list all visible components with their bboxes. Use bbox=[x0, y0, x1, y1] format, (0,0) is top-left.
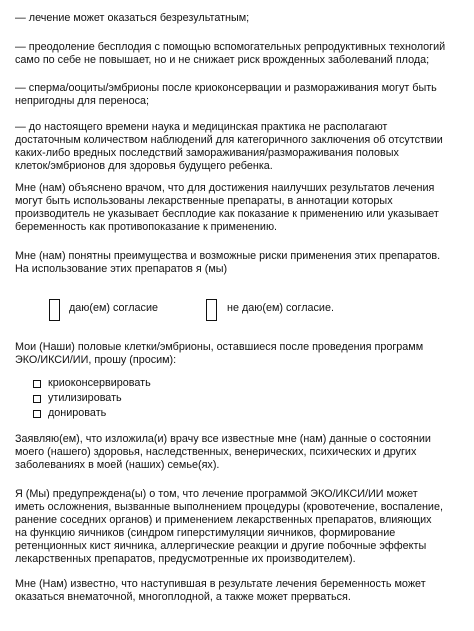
option-donate[interactable] bbox=[33, 407, 106, 420]
paragraph-science-observations bbox=[15, 121, 463, 173]
option-dispose[interactable] bbox=[33, 392, 122, 405]
text-line: оказаться внематочной, многоплодной, а также может прерваться. bbox=[15, 591, 351, 603]
text-line: на функцию яичников (синдром гиперстимуляции яичников, формирование bbox=[15, 527, 396, 539]
text-line: Мне (Нам) известно, что наступившая в результате лечения беременность может bbox=[15, 578, 426, 590]
text-line: Мне (нам) понятны преимущества и возможные риски применения этих препаратов. bbox=[15, 250, 441, 262]
text-line: Заявляю(ем), что изложила(и) врачу все известные мне (нам) данные о состоянии bbox=[15, 433, 431, 445]
paragraph-art-risk bbox=[15, 41, 463, 67]
donate-checkbox[interactable] bbox=[33, 410, 41, 418]
dispose-checkbox[interactable] bbox=[33, 395, 41, 403]
text-line: клеток/эмбрионов для здоровья будущего ребенка. bbox=[15, 160, 273, 172]
text-line: — сперма/ооциты/эмбрионы после криоконсервации и размораживания могут быть bbox=[15, 82, 437, 94]
option-cryopreserve[interactable] bbox=[33, 377, 151, 390]
option-label: донировать bbox=[48, 407, 107, 419]
cryopreserve-checkbox[interactable] bbox=[33, 380, 41, 388]
text-line: Я (Мы) предупреждена(ы) о том, что лечение программой ЭКО/ИКСИ/ИИ может bbox=[15, 488, 418, 500]
text-line: непригодны для переноса; bbox=[15, 95, 150, 107]
text-line: могут быть использованы лекарственные препараты, в аннотации которых bbox=[15, 195, 393, 207]
text-line: само по себе не повышает, но и не снижает риск врожденных заболеваний плода; bbox=[15, 54, 430, 66]
disagree-label: не даю(ем) согласие. bbox=[227, 302, 334, 314]
text-line: — до настоящего времени наука и медицинская практика не располагают bbox=[15, 121, 388, 133]
paragraph-drugs-explained bbox=[15, 182, 463, 234]
text-line: моего (нашего) здоровья, наследственных, венерических, психических и других bbox=[15, 446, 417, 458]
paragraph-pregnancy-risk bbox=[15, 578, 463, 604]
paragraph-remaining-embryos bbox=[15, 341, 463, 367]
text-line: ретенционных кист яичника, аллергические реакции и другие побочные эффекты bbox=[15, 540, 427, 552]
text-line: На использование этих препаратов я (мы) bbox=[15, 263, 228, 275]
paragraph-drug-risks bbox=[15, 250, 463, 276]
text-line: — преодоление бесплодия с помощью вспомогательных репродуктивных технологий bbox=[15, 41, 446, 53]
text-line: производитель не указывает бесплодие как показание к применению или указывает bbox=[15, 208, 439, 220]
agree-checkbox[interactable] bbox=[49, 299, 60, 321]
agree-label: даю(ем) согласие bbox=[69, 302, 158, 314]
text-line: каких-либо вредных последствий замораживания/размораживания половых bbox=[15, 147, 399, 159]
text-line: беременность как противопоказание к применению. bbox=[15, 221, 278, 233]
text-line: — лечение может оказаться безрезультатным; bbox=[15, 12, 250, 24]
text-line: иметь осложнения, вызванные выполнением процедуры (кровотечение, воспаление, bbox=[15, 501, 443, 513]
text-line: достаточным количеством наблюдений для категоричного заключения об отсутствии bbox=[15, 134, 443, 146]
text-line: лекарственных препаратов, предусмотренные их производителем). bbox=[15, 553, 356, 565]
text-line: ранение соседних органов) и применением лекарственных препаратов, влияющих bbox=[15, 514, 432, 526]
text-line: заболеваниях в моей (наших) семье(ях). bbox=[15, 459, 220, 471]
disagree-checkbox[interactable] bbox=[206, 299, 217, 321]
paragraph-health-disclosure bbox=[15, 433, 463, 472]
paragraph-complications bbox=[15, 488, 463, 566]
option-label: утилизировать bbox=[48, 392, 122, 404]
text-line: ЭКО/ИКСИ/ИИ, прошу (просим): bbox=[15, 354, 177, 366]
paragraph-cryo-unsuitable bbox=[15, 82, 463, 108]
text-line: Мне (нам) объяснено врачом, что для достижения наилучших результатов лечения bbox=[15, 182, 435, 194]
option-label: криоконсервировать bbox=[48, 377, 151, 389]
text-line: Мои (Наши) половые клетки/эмбрионы, оставшиеся после проведения программ bbox=[15, 341, 424, 353]
paragraph-ineffective-treatment bbox=[15, 12, 463, 25]
